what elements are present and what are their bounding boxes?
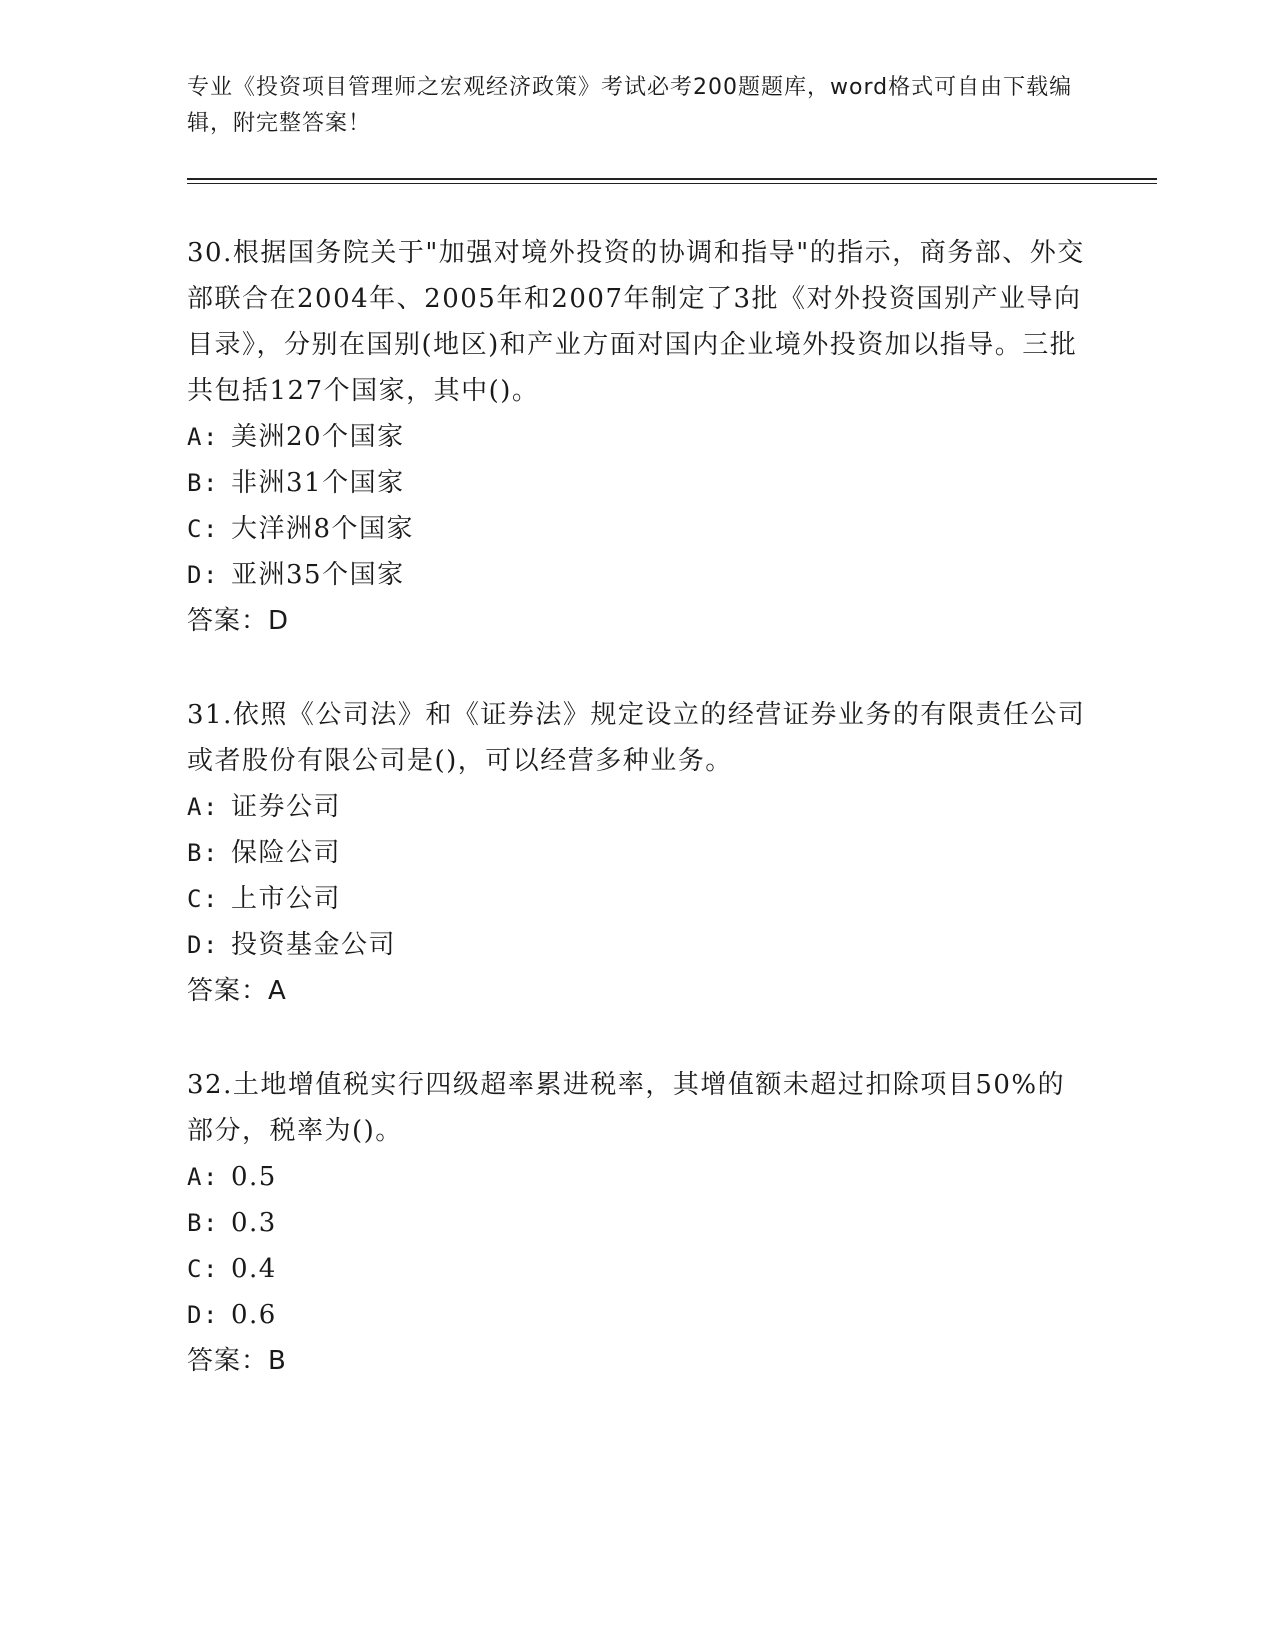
answer-line: 答案：A	[187, 976, 287, 1006]
option-a	[187, 1154, 1087, 1200]
option-text: 上市公司	[231, 884, 342, 914]
option-key: A:	[187, 1163, 219, 1191]
question-30	[187, 230, 1087, 644]
option-key: A:	[187, 793, 219, 821]
option-text: 0.4	[231, 1254, 277, 1284]
option-d	[187, 922, 1087, 968]
option-text: 0.5	[231, 1162, 277, 1192]
option-key: D:	[187, 1301, 219, 1329]
option-key: C:	[187, 1255, 219, 1283]
option-a	[187, 414, 1087, 460]
answer-line: 答案：B	[187, 1346, 287, 1376]
option-text: 投资基金公司	[231, 930, 397, 960]
option-text: 0.3	[231, 1208, 277, 1238]
option-key: B:	[187, 1209, 219, 1237]
option-text: 大洋洲8个国家	[231, 514, 415, 544]
question-31	[187, 692, 1087, 1014]
option-a	[187, 784, 1087, 830]
option-key: A:	[187, 423, 219, 451]
option-d	[187, 552, 1087, 598]
header-divider	[187, 178, 1157, 184]
question-32	[187, 1062, 1087, 1384]
option-key: C:	[187, 885, 219, 913]
option-key: B:	[187, 469, 219, 497]
option-text: 0.6	[231, 1300, 277, 1330]
option-key: D:	[187, 931, 219, 959]
option-key: D:	[187, 561, 219, 589]
option-text: 证券公司	[231, 792, 342, 822]
option-c	[187, 1246, 1087, 1292]
option-c	[187, 876, 1087, 922]
question-stem: 32.土地增值税实行四级超率累进税率，其增值额未超过扣除项目50%的部分，税率为()。	[187, 1070, 1066, 1146]
option-text: 亚洲35个国家	[231, 560, 405, 590]
question-list	[187, 230, 1087, 1432]
question-stem: 31.依照《公司法》和《证券法》规定设立的经营证券业务的有限责任公司或者股份有限公司是()，可以经营多种业务。	[187, 700, 1086, 776]
option-b	[187, 830, 1087, 876]
option-c	[187, 506, 1087, 552]
question-stem: 30.根据国务院关于"加强对境外投资的协调和指导"的指示，商务部、外交部联合在2004年、2005年和2007年制定了3批《对外投资国别产业导向目录》，分别在国别(地区)和产业方面对国内企业境外投资加以指导。三批共包括127个国家，其中()。	[187, 238, 1085, 406]
option-d	[187, 1292, 1087, 1338]
option-key: B:	[187, 839, 219, 867]
option-key: C:	[187, 515, 219, 543]
option-b	[187, 460, 1087, 506]
answer-line: 答案：D	[187, 606, 290, 636]
option-text: 美洲20个国家	[231, 422, 405, 452]
option-text: 非洲31个国家	[231, 468, 405, 498]
option-text: 保险公司	[231, 838, 342, 868]
option-b	[187, 1200, 1087, 1246]
document-header: 专业《投资项目管理师之宏观经济政策》考试必考200题题库，word格式可自由下载编辑，附完整答案！	[187, 75, 1073, 136]
